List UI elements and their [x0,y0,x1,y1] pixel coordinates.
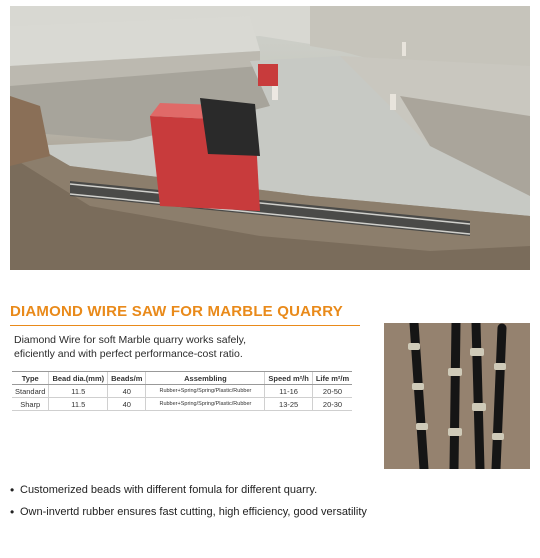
cell-type: Sharp [12,398,49,411]
feature-text: Customerized beads with different fomula for different quarry. [20,484,318,496]
list-item [10,501,367,523]
section-heading: DIAMOND WIRE SAW FOR MARBLE QUARRY [10,303,343,320]
cell-speed: 13-25 [265,398,312,411]
cell-life: 20-50 [312,385,352,398]
intro-text [14,333,354,361]
table-header-row [12,372,352,385]
list-item [10,479,367,501]
header-life: Life m²/m [312,372,352,385]
table-row [12,385,352,398]
cell-type: Standard [12,385,49,398]
specs-table [12,371,352,411]
feature-text: Own-invertd rubber ensures fast cutting, high efficiency, good versatility [20,506,367,518]
bullet-dot-icon: • [10,505,15,519]
cell-bead-dia: 11.5 [49,385,108,398]
cell-assembling: Rubber+Spring/Spring/Plastic/Rubber [146,398,265,411]
diamond-wire-illustration [384,323,530,469]
cell-life: 20-30 [312,398,352,411]
quarry-photo [10,6,530,270]
cell-beads-per-m: 40 [108,385,146,398]
intro-line-2: eficiently and with perfect performance-cost ratio. [14,348,243,360]
cell-assembling: Rubber+Spring/Spring/Plastic/Rubber [146,385,265,398]
header-assembling: Assembling [146,372,265,385]
heading-divider [10,325,360,326]
table-row [12,398,352,411]
intro-line-1: Diamond Wire for soft Marble quarry works safely, [14,334,247,346]
header-bead-dia: Bead dia.(mm) [49,372,108,385]
header-beads-per-m: Beads/m [108,372,146,385]
header-type: Type [12,372,49,385]
quarry-photo-illustration [10,6,530,270]
cell-speed: 11-16 [265,385,312,398]
diamond-wire-closeup-photo [384,323,530,469]
cell-bead-dia: 11.5 [49,398,108,411]
bullet-dot-icon: • [10,483,15,497]
header-speed: Speed m²/h [265,372,312,385]
feature-list [10,479,367,523]
cell-beads-per-m: 40 [108,398,146,411]
